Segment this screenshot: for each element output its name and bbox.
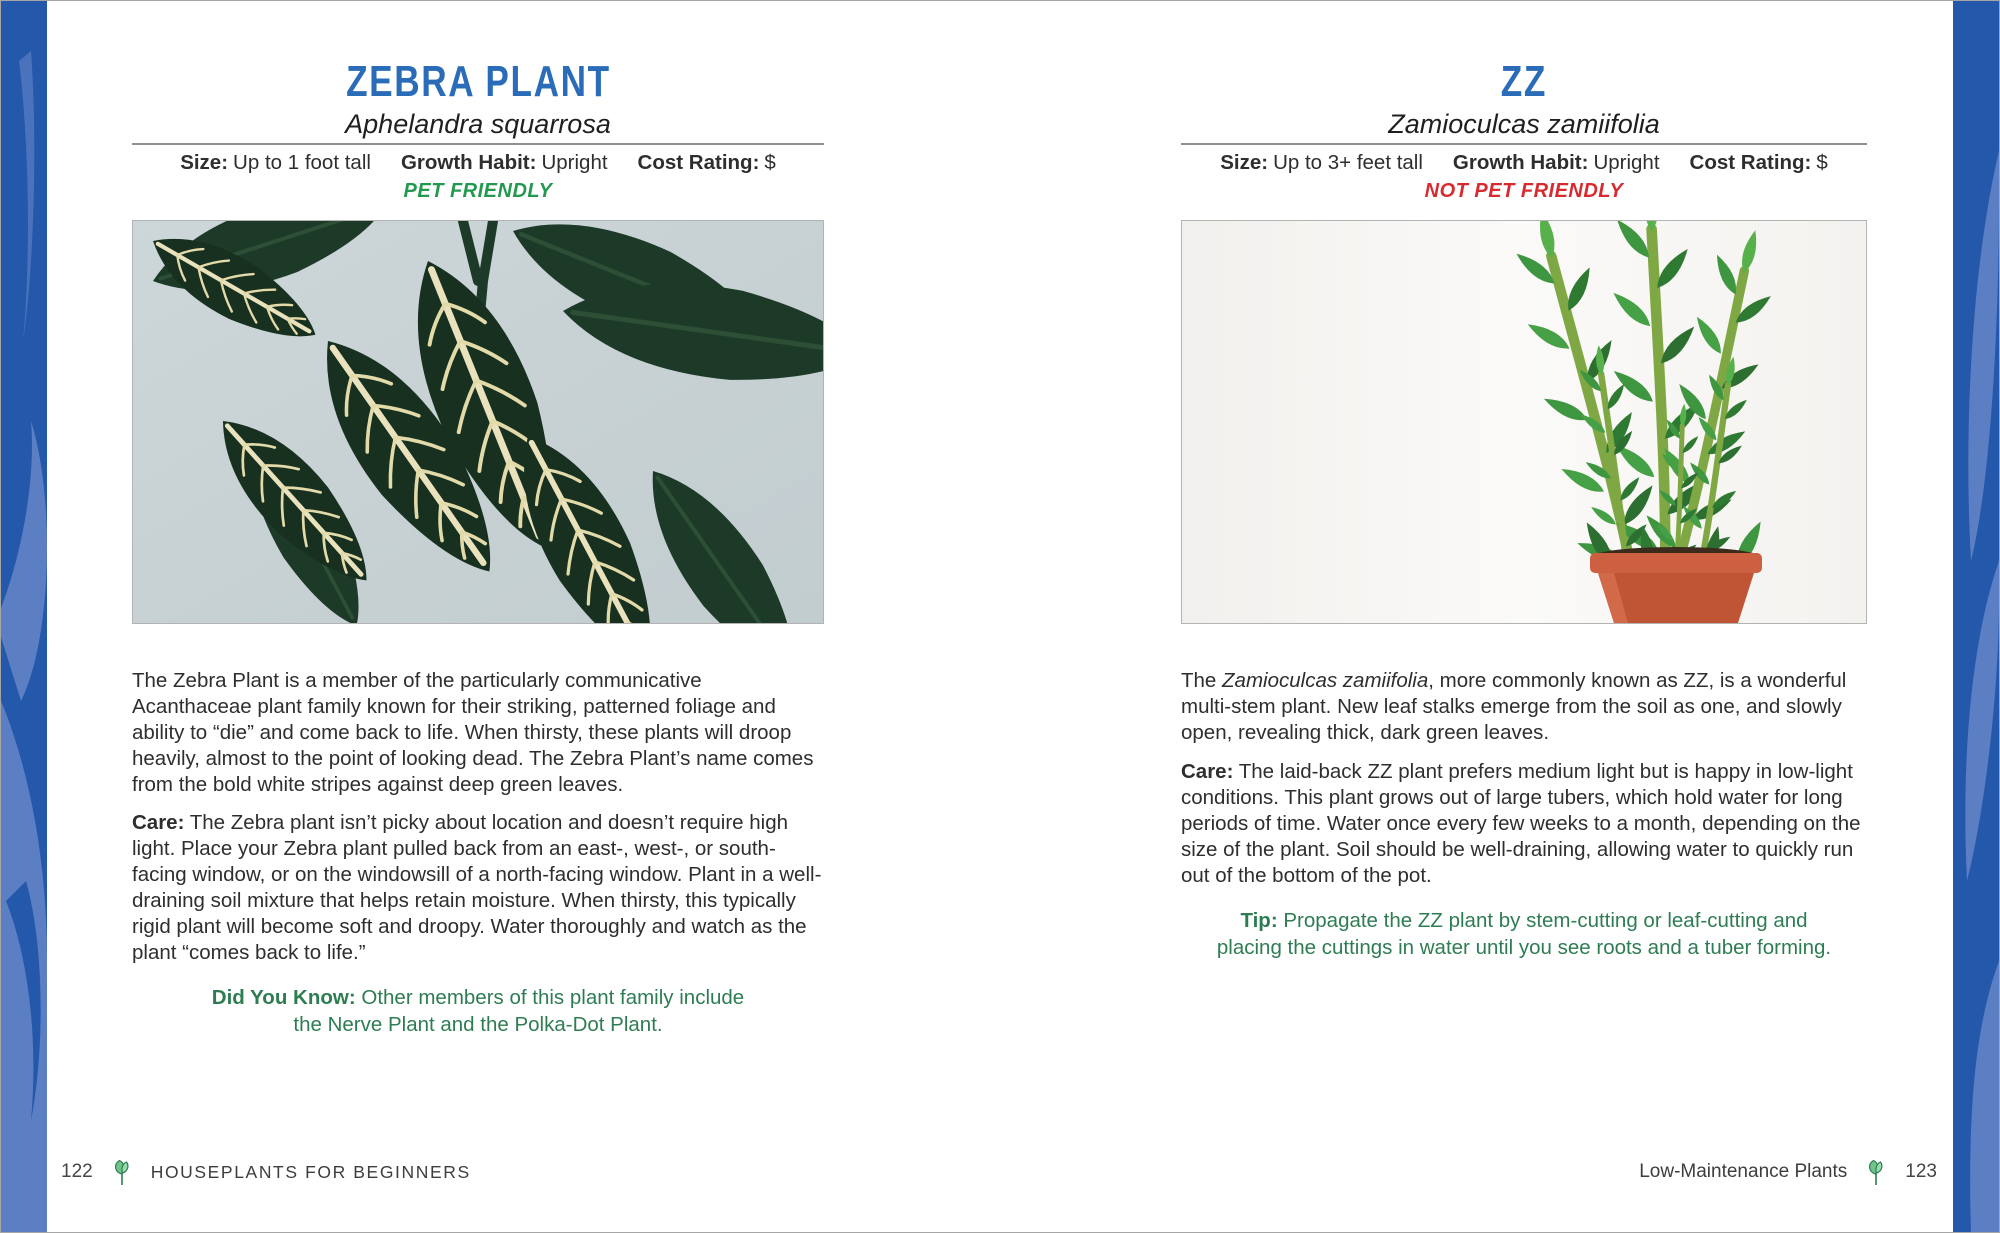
plant-title-right: ZZ [1500,57,1548,106]
tip-callout: Tip: Propagate the ZZ plant by stem-cutting or leaf-cutting and placing the cuttings in water until you see roots and a tuber forming. [1216,909,1832,959]
meta-row-right [1181,151,1867,175]
meta-row-left [132,151,824,175]
growth-habit-field: Growth Habit: Upright [400,151,608,174]
intro-paragraph-left: The Zebra Plant is a member of the particularly communicative Acanthaceae plant family known for their striking, patterned foliage and ability to “die” and come back to life. When thirsty, these plants will droop heavily, almost to the point of looking dead. The Zebra Plant’s name comes from the bold white stripes against deep green leaves. [132,668,814,796]
divider-rule-left [132,143,824,145]
care-paragraph-right: Care: The laid-back ZZ plant prefers medium light but is happy in low-light conditions. This plant grows out of large tubers, which hold water for long periods of time. Water once every few weeks to a month, depending on the size of the plant. Soil should be well-draining, allowing water to quickly run out of the bottom of the pot. [1181,759,1861,887]
size-field: Size: Up to 1 foot tall [180,151,371,174]
pet-friendly-badge: PET FRIENDLY [403,180,553,202]
chapter-title: Low-Maintenance Plants [1639,1161,1848,1182]
left-edge-decoration [1,1,47,1232]
zebra-plant-photo [132,220,824,624]
did-you-know-callout: Did You Know: Other members of this plant family include the Nerve Plant and the Polka-Dot Plant. [211,986,745,1036]
page-number-left: 122 [61,1161,93,1182]
plant-title-left: ZEBRA PLANT [345,57,611,106]
not-pet-friendly-badge: NOT PET FRIENDLY [1424,180,1624,202]
species-name-left: Aphelandra squarrosa [345,109,611,139]
care-paragraph-left: Care: The Zebra plant isn’t picky about location and doesn’t require high light. Place your Zebra plant pulled back from an east-, west-, or south-facing window, or on the windowsill of a north-facing window. Plant in a well-draining soil mixture that helps retain moisture. When thirsty, this typically rigid plant will become soft and droopy. Water thoroughly and watch as the plant “comes back to life.” [132,810,822,964]
growth-habit-field: Growth Habit: Upright [1452,151,1660,174]
footer-right [1639,1155,1937,1189]
right-edge-decoration [1953,1,1999,1232]
species-name-right: Zamioculcas zamiifolia [1388,109,1660,139]
leaf-icon [1865,1159,1887,1186]
intro-paragraph-right: The Zamioculcas zamiifolia, more commonly known as ZZ, is a wonderful multi-stem plant. New leaf stalks emerge from the soil as one, and slowly open, revealing thick, dark green leaves. [1181,668,1847,744]
leaf-icon [111,1159,133,1186]
cost-rating-field: Cost Rating: $ [1689,151,1828,174]
page-number-right: 123 [1905,1161,1937,1182]
divider-rule-right [1181,143,1867,145]
species-inline-italic: Zamioculcas zamiifolia [1222,668,1429,692]
book-title: HOUSEPLANTS FOR BEGINNERS [150,1161,471,1182]
footer-left [61,1155,471,1189]
zz-plant-photo [1181,220,1867,624]
size-field: Size: Up to 3+ feet tall [1220,151,1423,174]
cost-rating-field: Cost Rating: $ [637,151,776,174]
